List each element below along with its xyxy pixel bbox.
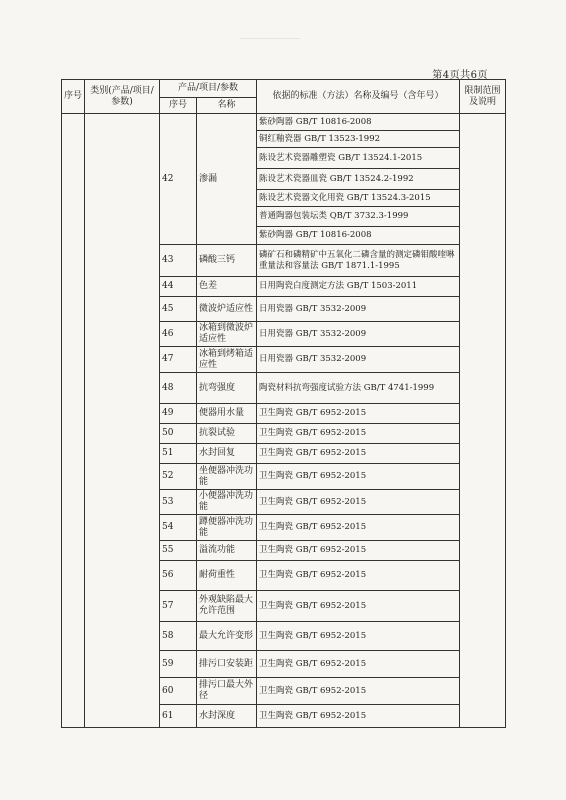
item-name: 冰箱到烤箱适应性 bbox=[197, 347, 257, 373]
item-standard: 紫砂陶器 GB/T 10816-2008 bbox=[257, 114, 460, 131]
item-name: 色差 bbox=[197, 277, 257, 297]
item-standard: 卫生陶瓷 GB/T 6952-2015 bbox=[257, 490, 460, 515]
header-standard: 依据的标准（方法）名称及编号（含年号） bbox=[257, 80, 460, 114]
item-code: 46 bbox=[160, 322, 197, 347]
item-standard: 日用瓷器 GB/T 3532-2009 bbox=[257, 322, 460, 347]
item-name: 磷酸三钙 bbox=[197, 245, 257, 277]
item-code: 48 bbox=[160, 373, 197, 404]
header-limits: 限制范围及说明 bbox=[460, 80, 506, 114]
item-standard: 卫生陶瓷 GB/T 6952-2015 bbox=[257, 515, 460, 541]
item-code: 51 bbox=[160, 444, 197, 464]
item-code: 53 bbox=[160, 490, 197, 515]
item-standard: 日用陶瓷白度测定方法 GB/T 1503-2011 bbox=[257, 277, 460, 297]
item-name: 微波炉适应性 bbox=[197, 297, 257, 322]
item-standard: 卫生陶瓷 GB/T 6952-2015 bbox=[257, 541, 460, 561]
standards-table bbox=[61, 79, 506, 728]
item-code: 58 bbox=[160, 622, 197, 651]
header-sub-name: 名称 bbox=[197, 98, 257, 114]
item-name: 水封回复 bbox=[197, 444, 257, 464]
scan-artifact bbox=[240, 38, 300, 51]
row-limits-cell bbox=[460, 114, 506, 728]
item-standard: 卫生陶瓷 GB/T 6952-2015 bbox=[257, 622, 460, 651]
item-standard: 日用瓷器 GB/T 3532-2009 bbox=[257, 347, 460, 373]
item-standard: 卫生陶瓷 GB/T 6952-2015 bbox=[257, 705, 460, 728]
item-name: 渗漏 bbox=[197, 114, 257, 245]
item-name: 抗裂试验 bbox=[197, 424, 257, 444]
item-name: 坐便器冲洗功能 bbox=[197, 464, 257, 490]
header-product-group: 产品/项目/参数 bbox=[160, 80, 257, 98]
item-standard: 卫生陶瓷 GB/T 6952-2015 bbox=[257, 464, 460, 490]
item-name: 排污口安装距 bbox=[197, 651, 257, 678]
page-indicator: 第4页共6页 bbox=[432, 70, 488, 81]
item-code: 47 bbox=[160, 347, 197, 373]
item-name: 冰箱到微波炉适应性 bbox=[197, 322, 257, 347]
header-sub-seq: 序号 bbox=[160, 98, 197, 114]
row-seq-cell bbox=[62, 114, 85, 728]
item-name: 最大允许变形 bbox=[197, 622, 257, 651]
item-standard: 卫生陶瓷 GB/T 6952-2015 bbox=[257, 424, 460, 444]
item-standard: 卫生陶瓷 GB/T 6952-2015 bbox=[257, 444, 460, 464]
item-code: 42 bbox=[160, 114, 197, 245]
item-standard: 铜红釉瓷器 GB/T 13523-1992 bbox=[257, 131, 460, 148]
item-code: 45 bbox=[160, 297, 197, 322]
item-standard: 陶瓷材料抗弯强度试验方法 GB/T 4741-1999 bbox=[257, 373, 460, 404]
item-code: 49 bbox=[160, 404, 197, 424]
item-name: 小便器冲洗功能 bbox=[197, 490, 257, 515]
item-standard: 普通陶器包装坛类 QB/T 3732.3-1999 bbox=[257, 207, 460, 227]
item-code: 43 bbox=[160, 245, 197, 277]
item-standard: 磷矿石和磷精矿中五氧化二磷含量的测定磷钼酸喹啉重量法和容量法 GB/T 1871.1-1995 bbox=[257, 245, 460, 277]
item-standard: 卫生陶瓷 GB/T 6952-2015 bbox=[257, 678, 460, 705]
item-standard: 卫生陶瓷 GB/T 6952-2015 bbox=[257, 591, 460, 622]
item-name: 便器用水量 bbox=[197, 404, 257, 424]
item-code: 44 bbox=[160, 277, 197, 297]
item-code: 61 bbox=[160, 705, 197, 728]
item-standard: 卫生陶瓷 GB/T 6952-2015 bbox=[257, 404, 460, 424]
item-standard: 陈设艺术瓷器文化用瓷 GB/T 13524.3-2015 bbox=[257, 190, 460, 207]
item-name: 抗弯强度 bbox=[197, 373, 257, 404]
item-standard: 陈设艺术瓷器雕塑瓷 GB/T 13524.1-2015 bbox=[257, 148, 460, 169]
item-code: 57 bbox=[160, 591, 197, 622]
item-name: 排污口最大外径 bbox=[197, 678, 257, 705]
item-code: 55 bbox=[160, 541, 197, 561]
item-standard: 卫生陶瓷 GB/T 6952-2015 bbox=[257, 651, 460, 678]
item-name: 蹲便器冲洗功能 bbox=[197, 515, 257, 541]
item-standard: 紫砂陶器 GB/T 10816-2008 bbox=[257, 227, 460, 245]
item-code: 50 bbox=[160, 424, 197, 444]
item-code: 52 bbox=[160, 464, 197, 490]
item-standard: 陈设艺术瓷器皿瓷 GB/T 13524.2-1992 bbox=[257, 169, 460, 190]
item-name: 水封深度 bbox=[197, 705, 257, 728]
item-name: 溢流功能 bbox=[197, 541, 257, 561]
item-code: 59 bbox=[160, 651, 197, 678]
item-name: 耐荷重性 bbox=[197, 561, 257, 591]
item-code: 56 bbox=[160, 561, 197, 591]
table-row bbox=[62, 114, 506, 131]
item-standard: 日用瓷器 GB/T 3532-2009 bbox=[257, 297, 460, 322]
header-category: 类别(产品/项目/参数) bbox=[85, 80, 160, 114]
item-code: 54 bbox=[160, 515, 197, 541]
row-category-cell bbox=[85, 114, 160, 728]
item-standard: 卫生陶瓷 GB/T 6952-2015 bbox=[257, 561, 460, 591]
item-code: 60 bbox=[160, 678, 197, 705]
item-name: 外观缺陷最大允许范围 bbox=[197, 591, 257, 622]
header-seq: 序号 bbox=[62, 80, 85, 114]
